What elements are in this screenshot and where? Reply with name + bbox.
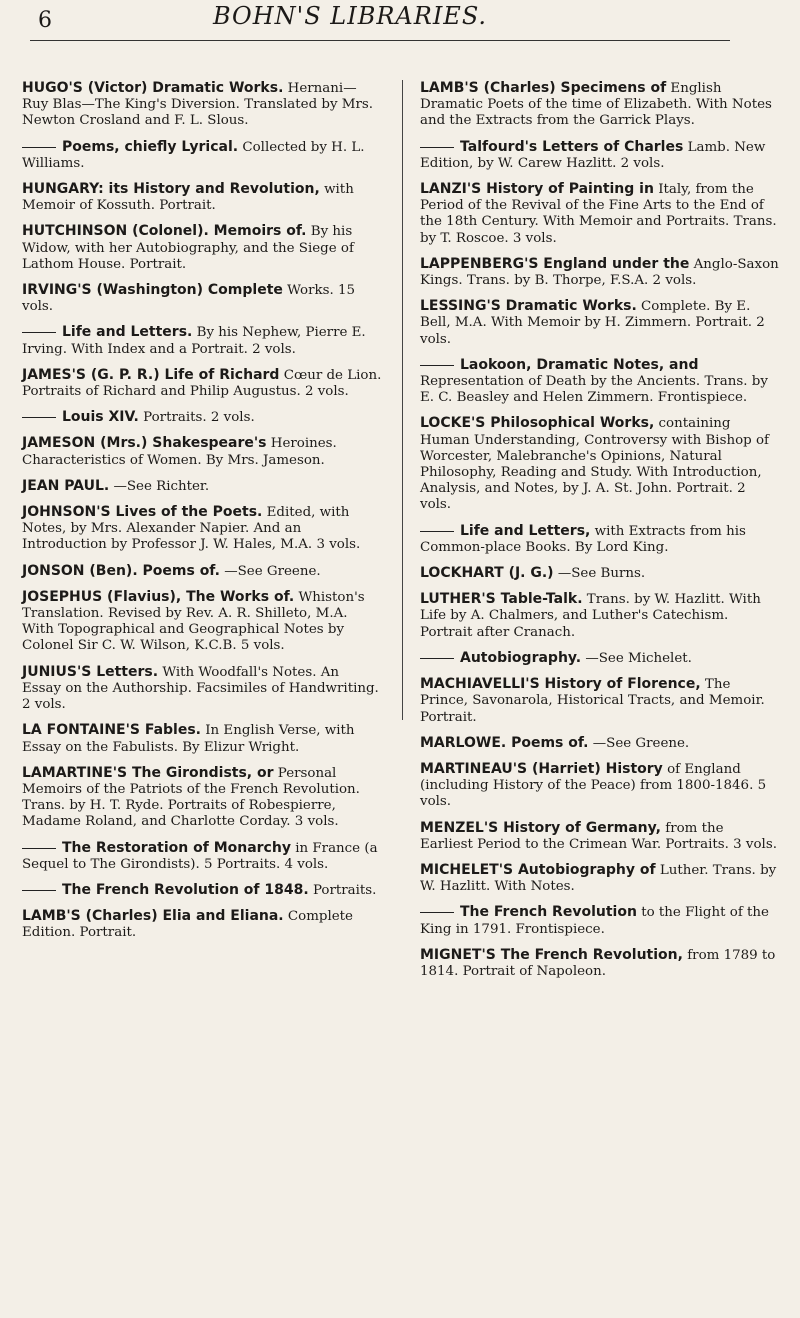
entry-text: Edited, with Notes, by Mrs. Alexander Napier. And an Introduction by Professor J. W. Hales, M.A. 3 vols. [22, 505, 361, 553]
ditto-dash [420, 531, 454, 532]
entry-heading: LOCKHART (J. G.) [420, 565, 554, 582]
ditto-dash [22, 147, 56, 148]
page-number: 6 [38, 8, 52, 33]
left-column [22, 80, 382, 951]
catalog-entry [22, 367, 382, 400]
entry-heading: MACHIAVELLI'S History of Florence, [420, 676, 701, 693]
entry-text: Collected by H. L. Williams. [22, 139, 365, 171]
catalog-subentry [420, 904, 780, 937]
entry-text: English Dramatic Poets of the time of Elizabeth. With Notes and the Extracts from the Garrick Plays. [420, 81, 772, 129]
catalog-entry [22, 80, 382, 130]
catalog-entry [22, 478, 382, 495]
entry-heading: HUTCHINSON (Colonel). Memoirs of. [22, 223, 307, 240]
catalog-entry [22, 435, 382, 468]
entry-text: Portraits. 2 vols. [143, 410, 255, 426]
entry-heading: LANZI'S History of Painting in [420, 181, 654, 198]
entry-heading: LA FONTAINE'S Fables. [22, 722, 201, 739]
entry-heading: LUTHER'S Table-Talk. [420, 591, 583, 608]
entry-heading: MIGNET'S The French Revolution, [420, 946, 683, 963]
entry-heading: Louis XIV. [62, 409, 139, 426]
entry-text: Portraits. [312, 882, 377, 898]
catalog-subentry [420, 523, 780, 556]
entry-text: —See Greene. [592, 735, 690, 751]
ditto-dash [22, 417, 56, 418]
page-header [0, 0, 800, 80]
entry-heading: MARLOWE. Poems of. [420, 734, 589, 751]
entry-heading: Poems, chiefly Lyrical. [62, 138, 239, 155]
entry-text: from 1789 to 1814. Portrait of Napoleon. [420, 947, 776, 979]
entry-heading: JAMES'S (G. P. R.) Life of Richard [22, 366, 280, 383]
ditto-dash [22, 848, 56, 849]
column-divider [402, 80, 403, 720]
entry-heading: JONSON (Ben). Poems of. [22, 562, 220, 579]
entry-text: The Prince, Savonarola, Historical Tracts, and Memoir. Portrait. [420, 677, 765, 725]
ditto-dash [420, 912, 454, 913]
catalog-entry [420, 565, 780, 582]
catalog-entry [22, 664, 382, 714]
entry-text: Italy, from the Period of the Revival of the Fine Arts to the End of the 18th Century. With Memoir and Portraits. Trans. by T. Roscoe. 3 vols. [420, 182, 777, 246]
entry-heading: MICHELET'S Autobiography of [420, 861, 656, 878]
catalog-entry [420, 181, 780, 247]
entry-text: —See Michelet. [585, 650, 692, 666]
entry-heading: HUNGARY: its History and Revolution, [22, 181, 320, 198]
catalog-entry [420, 256, 780, 289]
entry-text: Personal Memoirs of the Patriots of the French Revolution. Trans. by H. T. Ryde. Portraits of Robespierre, Madame Roland, and Charlotte Corday. 3 vols. [22, 765, 360, 830]
entry-text: with Extracts from his Common-place Books. By Lord King. [420, 523, 746, 555]
entry-text: of England (including History of the Peace) from 1800-1846. 5 vols. [420, 761, 767, 810]
entry-text: Complete. By E. Bell, M.A. With Memoir by H. Zimmern. Portrait. 2 vols. [420, 299, 765, 347]
entry-text: Complete Edition. Portrait. [22, 909, 353, 941]
catalog-entry [22, 908, 382, 941]
catalog-subentry [420, 650, 780, 667]
entry-heading: The Restoration of Monarchy [62, 839, 291, 856]
ditto-dash [420, 365, 454, 366]
catalog-subentry [22, 324, 382, 357]
catalog-entry [22, 765, 382, 831]
entry-text: Heroines. Characteristics of Women. By Mrs. Jameson. [22, 436, 337, 468]
entry-text: Lamb. New Edition, by W. Carew Hazlitt. 2 vols. [420, 139, 766, 171]
ditto-dash [22, 332, 56, 333]
catalog-entry [22, 181, 382, 214]
catalog-entry [22, 504, 382, 554]
entry-heading: The French Revolution of 1848. [62, 881, 309, 898]
catalog-entry [420, 947, 780, 980]
entry-heading: Laokoon, Dramatic Notes, and [460, 356, 699, 373]
entry-text: Representation of Death by the Ancients. Trans. by E. C. Beasley and Helen Zimmern. Frontispiece. [420, 374, 768, 406]
running-head: BOHN'S LIBRARIES. [212, 2, 488, 30]
entry-text: —See Richter. [113, 478, 210, 494]
entry-text: With Woodfall's Notes. An Essay on the Authorship. Facsimiles of Handwriting. 2 vols. [22, 664, 379, 713]
entry-text: Trans. by W. Hazlitt. With Life by A. Chalmers, and Luther's Catechism. Portrait after Cranach. [420, 592, 761, 640]
entry-text: Luther. Trans. by W. Hazlitt. With Notes. [420, 862, 777, 895]
catalog-subentry [22, 409, 382, 426]
entry-heading: Life and Letters, [460, 522, 591, 539]
catalog-entry [22, 589, 382, 655]
entry-text: By his Widow, with her Autobiography, and the Siege of Lathom House. Portrait. [22, 224, 354, 272]
entry-text: Hernani—Ruy Blas—The King's Diversion. Translated by Mrs. Newton Crosland and F. L. Slous. [22, 81, 374, 129]
entry-text: Cœur de Lion. Portraits of Richard and Philip Augustus. 2 vols. [22, 367, 382, 400]
entry-heading: MENZEL'S History of Germany, [420, 819, 661, 836]
catalog-subentry [22, 139, 382, 172]
entry-text: from the Earliest Period to the Crimean War. Portraits. 3 vols. [420, 820, 777, 852]
catalog-entry [22, 722, 382, 755]
entry-text: containing Human Understanding, Controversy with Bishop of Worcester, Malebranche's Opinions, Natural Philosophy, Reading and Study. With Introduction, Analysis, and Notes, by J. A. St. John. Portrait. 2 vols. [420, 416, 769, 513]
catalog-entry [420, 735, 780, 752]
entry-heading: IRVING'S (Washington) Complete [22, 282, 283, 299]
entry-text: Anglo-Saxon Kings. Trans. by B. Thorpe, F.S.A. 2 vols. [420, 256, 779, 289]
entry-heading: JEAN PAUL. [22, 477, 110, 494]
catalog-entry [420, 862, 780, 895]
header-rule [30, 40, 730, 41]
catalog-subentry [22, 882, 382, 899]
catalog-subentry [420, 357, 780, 407]
entry-heading: JAMESON (Mrs.) Shakespeare's [22, 435, 267, 452]
catalog-entry [420, 676, 780, 726]
catalog-entry [420, 820, 780, 853]
entry-heading: LAMARTINE'S The Girondists, or [22, 764, 274, 781]
catalog-entry [22, 563, 382, 580]
catalog-entry [22, 282, 382, 315]
entry-heading: Autobiography. [460, 649, 582, 666]
entry-heading: LESSING'S Dramatic Works. [420, 298, 637, 315]
ditto-dash [22, 890, 56, 891]
entry-text: in France (a Sequel to The Girondists). 5 Portraits. 4 vols. [22, 840, 378, 872]
entry-text: In English Verse, with Essay on the Fabulists. By Elizur Wright. [22, 723, 355, 755]
entry-heading: LAMB'S (Charles) Specimens of [420, 80, 667, 96]
entry-text: —See Burns. [557, 566, 646, 582]
catalog-entry [420, 80, 780, 130]
ditto-dash [420, 147, 454, 148]
entry-text: By his Nephew, Pierre E. Irving. With Index and a Portrait. 2 vols. [22, 325, 366, 357]
entry-text: with Memoir of Kossuth. Portrait. [22, 182, 354, 214]
catalog-subentry [22, 840, 382, 873]
entry-heading: HUGO'S (Victor) Dramatic Works. [22, 80, 284, 96]
entry-heading: Talfourd's Letters of Charles [460, 138, 684, 155]
entry-text: Whiston's Translation. Revised by Rev. A. R. Shilleto, M.A. With Topographical and Geographical Notes by Colonel Sir C. W. Wilson, K.C.B. 5 vols. [22, 589, 365, 654]
entry-heading: LOCKE'S Philosophical Works, [420, 415, 655, 432]
catalog-subentry [420, 139, 780, 172]
catalog-entry [22, 223, 382, 273]
entry-heading: JUNIUS'S Letters. [22, 663, 159, 680]
entry-heading: JOSEPHUS (Flavius), The Works of. [22, 588, 295, 605]
entry-heading: LAPPENBERG'S England under the [420, 255, 690, 272]
catalog-entry [420, 298, 780, 348]
catalog-entry [420, 591, 780, 641]
catalog-entry [420, 761, 780, 811]
entry-heading: LAMB'S (Charles) Elia and Eliana. [22, 908, 284, 925]
entry-heading: The French Revolution [460, 904, 637, 921]
entry-text: —See Greene. [224, 563, 321, 579]
entry-heading: Life and Letters. [62, 324, 193, 341]
right-column [420, 80, 780, 989]
entry-heading: JOHNSON'S Lives of the Poets. [22, 504, 263, 521]
entry-text: to the Flight of the King in 1791. Frontispiece. [420, 905, 769, 937]
catalog-entry [420, 415, 780, 513]
entry-heading: MARTINEAU'S (Harriet) History [420, 760, 663, 777]
entry-text: Works. 15 vols. [22, 283, 356, 315]
ditto-dash [420, 658, 454, 659]
